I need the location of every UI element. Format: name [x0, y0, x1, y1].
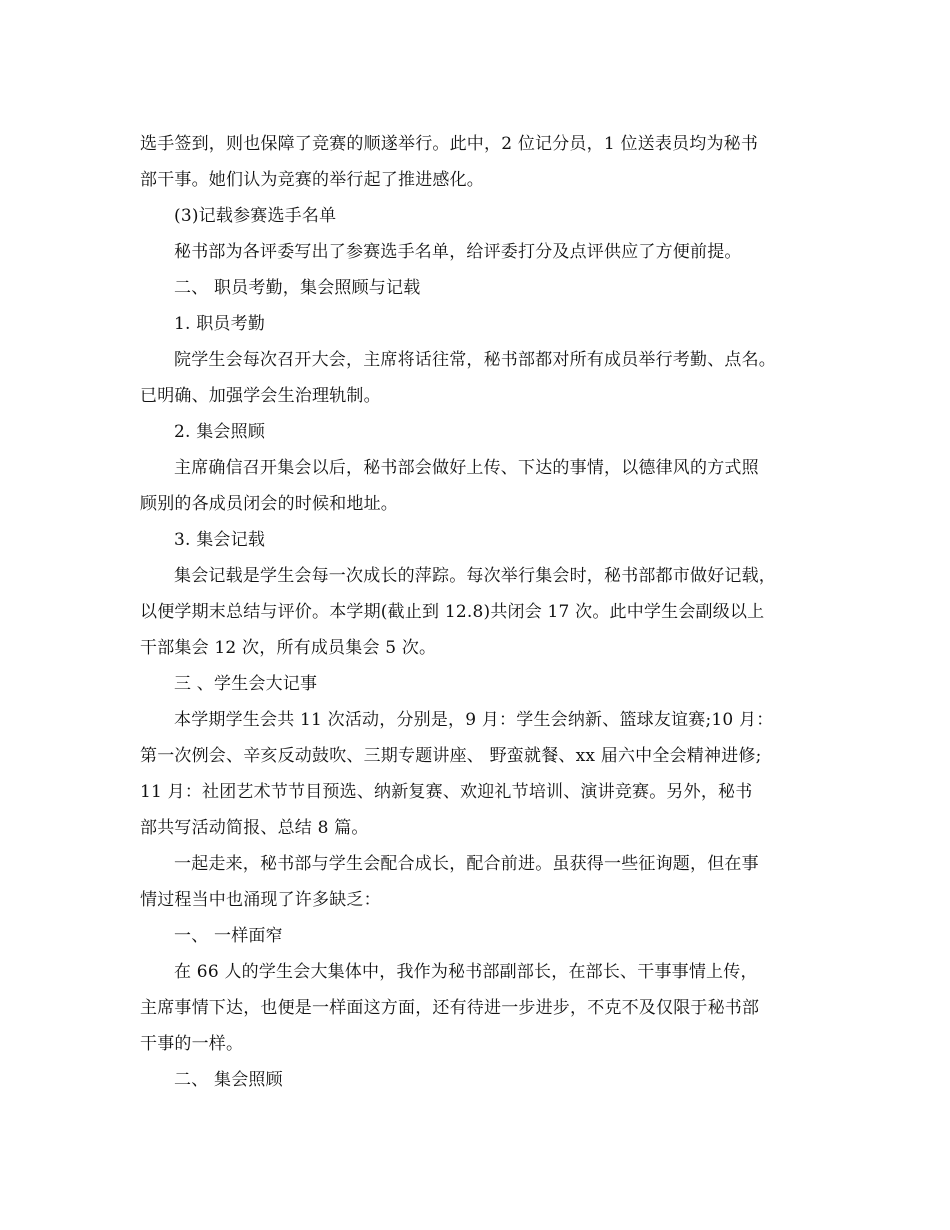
text-line: 情过程当中也涌现了许多缺乏： [140, 890, 381, 910]
text-line: 主席事情下达，也便是一样面这方面，还有待进一步进步，不克不及仅限于秘书部 [140, 998, 760, 1018]
text-line: 本学期学生会共 11 次活动，分别是，9 月：学生会纳新、篮球友谊赛;10 月： [174, 710, 774, 730]
section-heading: 二、 职员考勤，集会照顾与记载 [174, 278, 421, 298]
text-line: 顾别的各成员闭会的时候和地址。 [140, 494, 398, 514]
section-heading: 三 、学生会大记事 [174, 674, 318, 694]
text-line: 一起走来，秘书部与学生会配合成长，配合前进。虽获得一些征询题，但在事 [174, 854, 759, 874]
section-heading: 二、 集会照顾 [174, 1070, 283, 1090]
section-heading: 3. 集会记载 [174, 530, 266, 550]
text-line: 部共写活动简报、总结 8 篇。 [140, 818, 369, 838]
text-line: 已明确、加强学会生治理轨制。 [140, 386, 381, 406]
section-heading: (3)记载参赛选手名单 [174, 206, 337, 226]
text-line: 部干事。她们认为竞赛的举行起了推进感化。 [140, 170, 484, 190]
text-line: 干部集会 12 次，所有成员集会 5 次。 [140, 638, 437, 658]
section-heading: 一、 一样面窄 [174, 926, 283, 946]
text-line: 选手签到，则也保障了竞赛的顺遂举行。此中，2 位记分员，1 位送表员均为秘书 [140, 134, 759, 154]
text-line: 11 月：社团艺术节节目预选、纳新复赛、欢迎礼节培训、演讲竞赛。另外，秘书 [140, 782, 753, 802]
text-line: 以便学期末总结与评价。本学期(截止到 12.8)共闭会 17 次。此中学生会副级以上 [140, 602, 765, 622]
text-line: 秘书部为各评委写出了参赛选手名单，给评委打分及点评供应了方便前提。 [174, 242, 742, 262]
text-line: 在 66 人的学生会大集体中，我作为秘书部副部长，在部长、干事事情上传， [174, 962, 758, 982]
document-body [140, 126, 820, 1098]
text-line: 干事的一样。 [140, 1034, 244, 1054]
section-heading: 1. 职员考勤 [174, 314, 266, 334]
text-line: 第一次例会、辛亥反动鼓吹、三期专题讲座、 野蛮就餐、xx 届六中全会精神进修; [140, 746, 762, 766]
section-heading: 2. 集会照顾 [174, 422, 266, 442]
text-line: 院学生会每次召开大会，主席将话往常，秘书部都对所有成员举行考勤、点名。 [174, 350, 776, 370]
text-line: 主席确信召开集会以后，秘书部会做好上传、下达的事情，以德律风的方式照 [174, 458, 759, 478]
text-line: 集会记载是学生会每一次成长的萍踪。每次举行集会时，秘书部都市做好记载， [174, 566, 776, 586]
